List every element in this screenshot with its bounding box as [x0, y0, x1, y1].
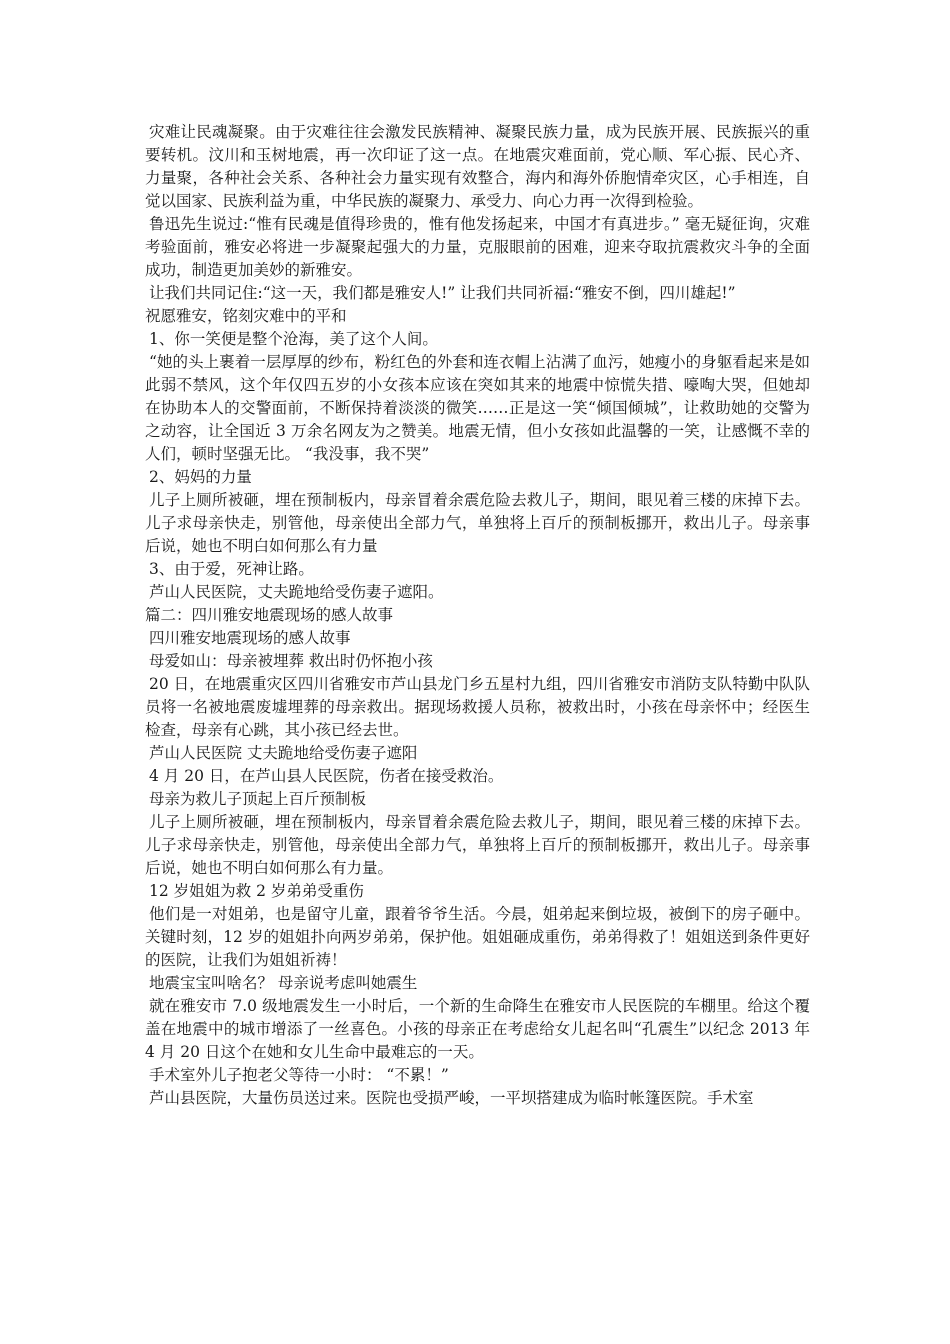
paragraph: 儿子上厕所被砸，埋在预制板内，母亲冒着余震危险去救儿子，期间，眼见着三楼的床掉下去。儿子求母亲快走，别管他，母亲使出全部力气，单独将上百斤的预制板挪开，救出儿子。母亲事后说，她也不明白如何那么有力量	[145, 491, 810, 555]
section-heading: 篇二：四川雅安地震现场的感人故事	[145, 606, 394, 624]
paragraph: 芦山人民医院，丈夫跪地给受伤妻子遮阳。	[149, 583, 444, 601]
story-heading: 母爱如山：母亲被埋葬 救出时仍怀抱小孩	[149, 652, 433, 670]
paragraph: 4 月 20 日，在芦山县人民医院，伤者在接受救治。	[149, 767, 504, 785]
section-heading: 祝愿雅安，铭刻灾难中的平和	[145, 307, 347, 325]
paragraph: 就在雅安市 7.0 级地震发生一小时后，一个新的生命降生在雅安市人民医院的车棚里。给这个覆盖在地震中的城市增添了一丝喜色。小孩的母亲正在考虑给女儿起名叫“孔震生”以纪念 2013 年 4 月 20 日这个在她和女儿生命中最难忘的一天。	[145, 997, 810, 1061]
story-heading: 芦山人民医院 丈夫跪地给受伤妻子遮阳	[149, 744, 418, 762]
paragraph: 他们是一对姐弟，也是留守儿童，跟着爷爷生活。今晨，姐弟起来倒垃圾，被倒下的房子砸中。关键时刻，12 岁的姐姐扑向两岁弟弟，保护他。姐姐砸成重伤，弟弟得救了！姐姐送到条件更好的医院，让我们为姐姐祈祷！	[145, 905, 810, 969]
story-heading: 12 岁姐姐为救 2 岁弟弟受重伤	[149, 882, 364, 900]
paragraph: 让我们共同记住:“这一天，我们都是雅安人!” 让我们共同祈福:“雅安不倒，四川雄起!”	[149, 284, 736, 302]
document-body	[145, 121, 810, 1110]
article-title: 四川雅安地震现场的感人故事	[149, 629, 351, 647]
list-item-heading: 1、你一笑便是整个沧海，美了这个人间。	[149, 330, 438, 348]
list-item-heading: 2、妈妈的力量	[149, 468, 252, 486]
story-heading: 地震宝宝叫啥名？ 母亲说考虑叫她震生	[149, 974, 418, 992]
paragraph: 灾难让民魂凝聚。由于灾难往往会激发民族精神、凝聚民族力量，成为民族开展、民族振兴的重要转机。汶川和玉树地震，再一次印证了这一点。在地震灾难面前，党心顺、军心振、民心齐、力量聚，各种社会关系、各种社会力量实现有效整合，海内和海外侨胞情牵灾区，心手相连，自觉以国家、民族利益为重，中华民族的凝聚力、承受力、向心力再一次得到检验。	[145, 123, 810, 210]
paragraph: 20 日，在地震重灾区四川省雅安市芦山县龙门乡五星村九组，四川省雅安市消防支队特勤中队队员将一名被地震废墟埋葬的母亲救出。据现场救援人员称，被救出时，小孩在母亲怀中；经医生检查，母亲有心跳，其小孩已经去世。	[145, 675, 810, 739]
paragraph: 儿子上厕所被砸，埋在预制板内，母亲冒着余震危险去救儿子，期间，眼见着三楼的床掉下去。儿子求母亲快走，别管他，母亲使出全部力气，单独将上百斤的预制板挪开，救出儿子。母亲事后说，她也不明白如何那么有力量。	[145, 813, 810, 877]
paragraph: 鲁迅先生说过:“惟有民魂是值得珍贵的，惟有他发扬起来，中国才有真进步。” 毫无疑征询，灾难考验面前，雅安必将进一步凝聚起强大的力量，克服眼前的困难，迎来夺取抗震救灾斗争的全面成功，制造更加美妙的新雅安。	[145, 215, 810, 279]
paragraph: “她的头上裹着一层厚厚的纱布，粉红色的外套和连衣帽上沾满了血污，她瘦小的身躯看起来是如此弱不禁风，这个年仅四五岁的小女孩本应该在突如其来的地震中惊慌失措、嚎啕大哭，但她却在协助本人的交警面前，不断保持着淡淡的微笑……正是这一笑“倾国倾城”，让救助她的交警为之动容，让全国近 3 万余名网友为之赞美。地震无情，但小女孩如此温馨的一笑，让感慨不幸的人们，顿时坚强无比。 “我没事，我不哭”	[145, 353, 810, 463]
paragraph: 芦山县医院，大量伤员送过来。医院也受损严峻，一平坝搭建成为临时帐篷医院。手术室	[149, 1089, 754, 1107]
story-heading: 母亲为救儿子顶起上百斤预制板	[149, 790, 367, 808]
list-item-heading: 3、由于爱，死神让路。	[149, 560, 314, 578]
story-heading: 手术室外儿子抱老父等待一小时： “不累！”	[149, 1066, 449, 1084]
